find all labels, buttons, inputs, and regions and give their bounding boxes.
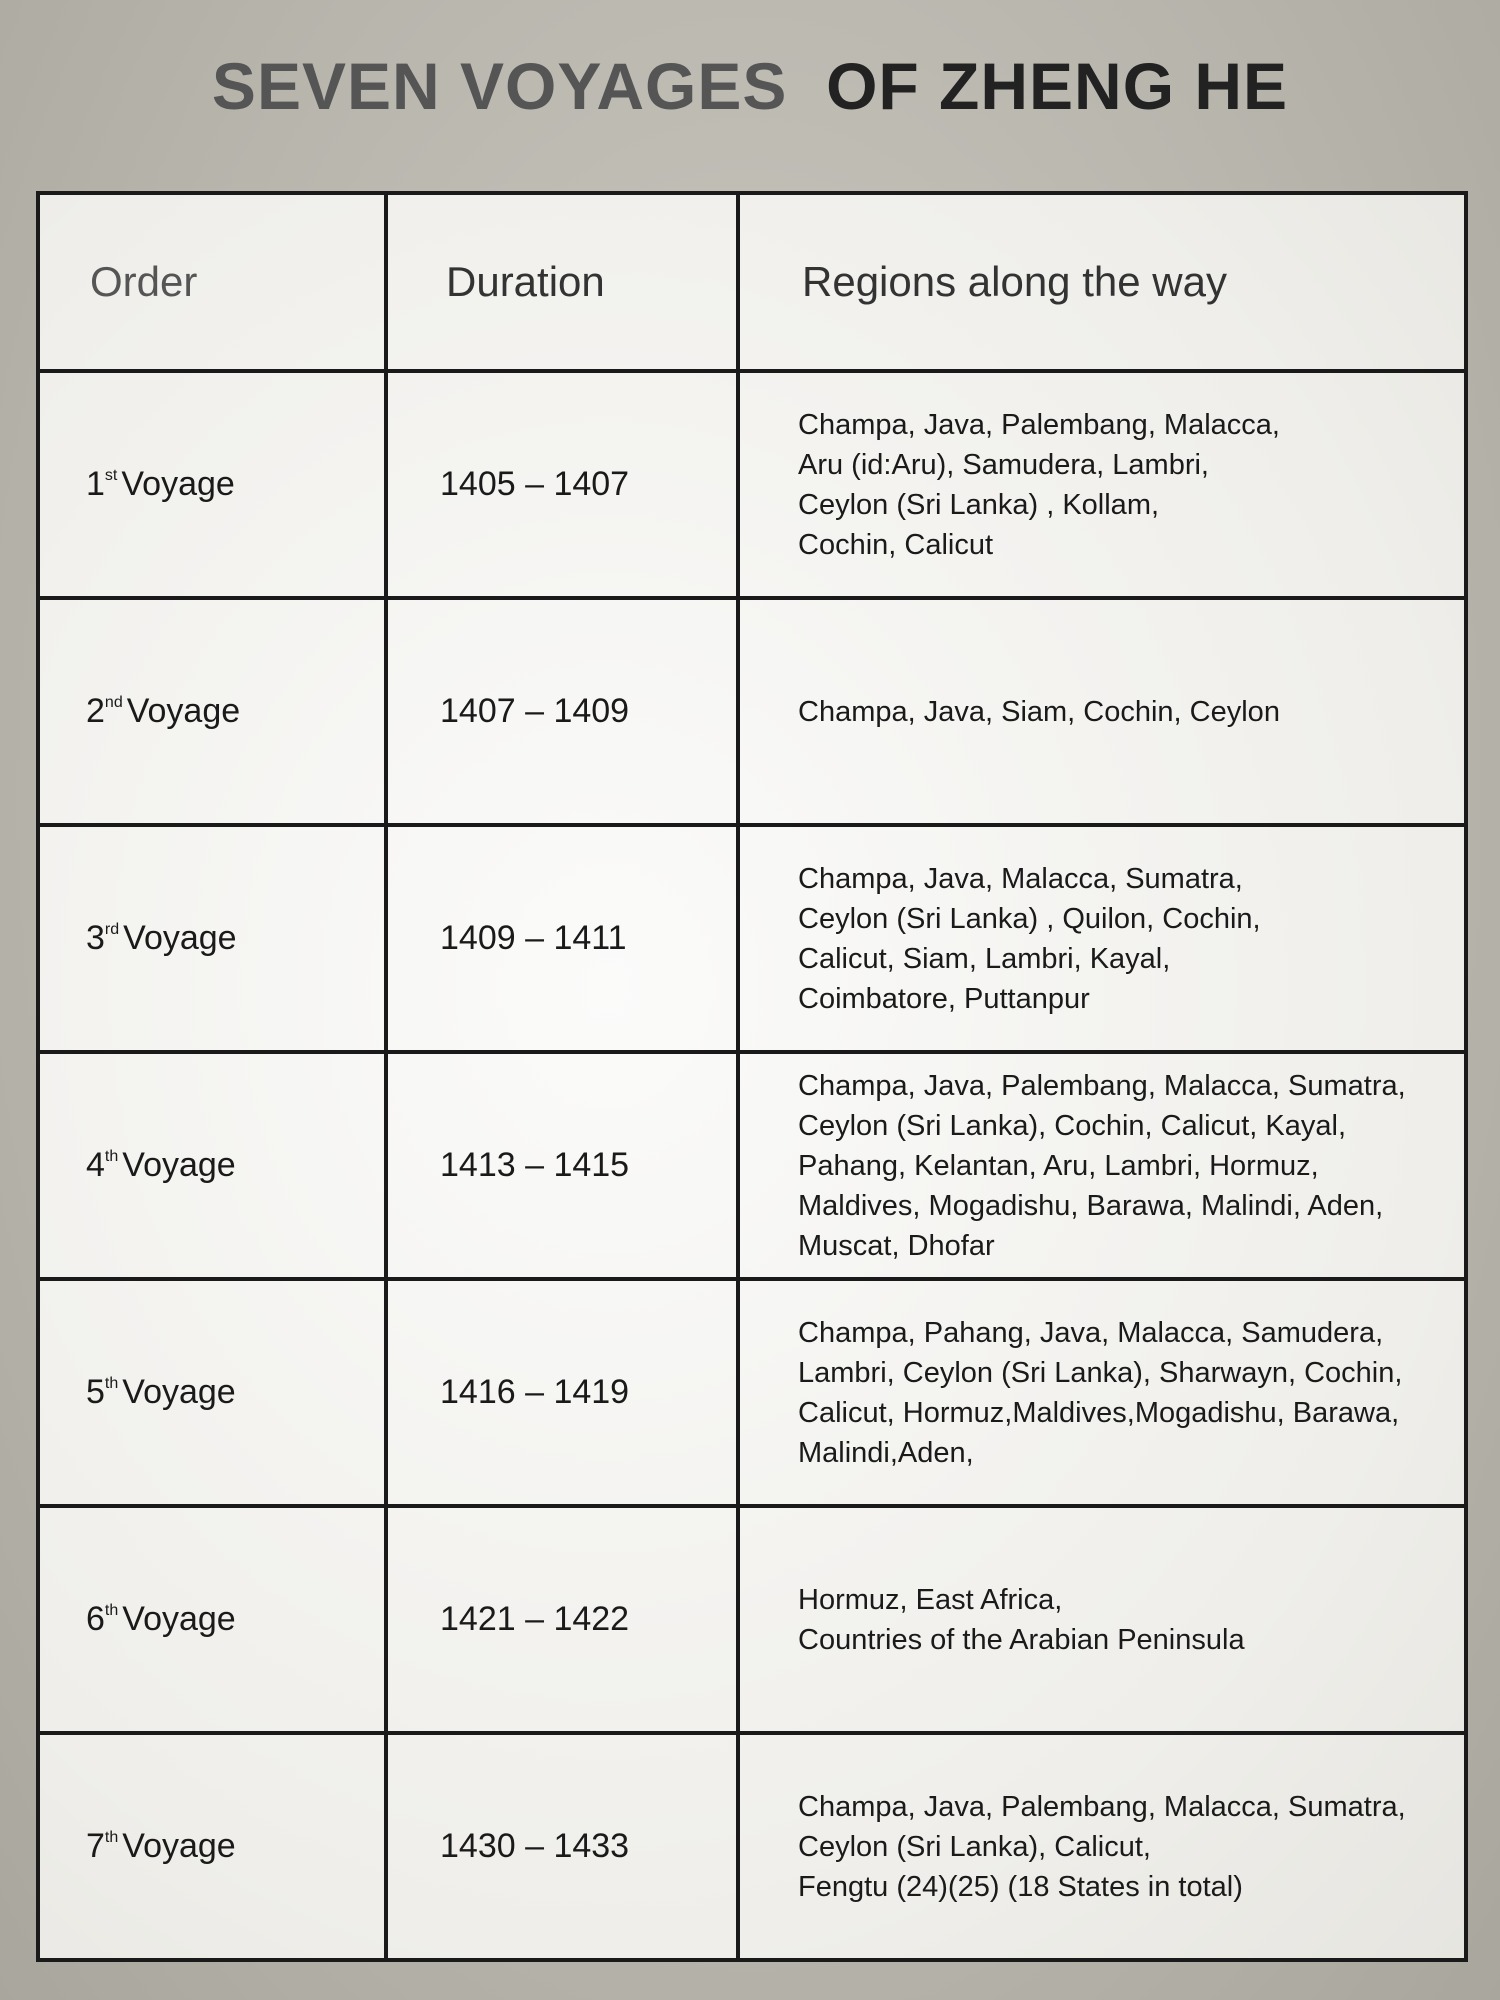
table-row	[38, 1733, 1466, 1960]
voyage-order-cell	[38, 825, 386, 1052]
region-line: Lambri, Ceylon (Sri Lanka), Sharwayn, Cochin,	[798, 1356, 1403, 1389]
region-line: Ceylon (Sri Lanka), Calicut,	[798, 1830, 1151, 1863]
voyage-ordinal-suffix: th	[104, 1602, 119, 1619]
voyage-duration: 1416 – 1419	[386, 1279, 738, 1506]
region-line: Ceylon (Sri Lanka), Cochin, Calicut, Kayal,	[798, 1109, 1347, 1142]
voyage-number: 4	[86, 1146, 105, 1184]
region-line: Coimbatore, Puttanpur	[798, 982, 1090, 1015]
voyage-order-cell	[38, 1052, 386, 1279]
header-regions: Regions along the way	[738, 193, 1466, 371]
voyage-word: Voyage	[126, 692, 241, 730]
region-line: Muscat, Dhofar	[798, 1229, 995, 1262]
voyage-duration: 1409 – 1411	[386, 825, 738, 1052]
region-line: Champa, Pahang, Java, Malacca, Samudera,	[798, 1316, 1384, 1349]
voyage-word: Voyage	[121, 465, 235, 503]
table-row	[38, 1506, 1466, 1733]
region-line: Pahang, Kelantan, Aru, Lambri, Hormuz,	[798, 1149, 1319, 1182]
title-part-2: OF ZHENG HE	[826, 49, 1289, 123]
voyage-duration: 1413 – 1415	[386, 1052, 738, 1279]
voyage-number: 2	[86, 692, 105, 730]
voyage-number: 3	[86, 919, 105, 957]
voyage-ordinal-suffix: st	[104, 467, 118, 484]
voyage-number: 7	[86, 1827, 105, 1865]
voyage-ordinal-suffix: rd	[104, 921, 120, 938]
voyage-word: Voyage	[122, 1600, 236, 1638]
voyage-order-cell	[38, 1733, 386, 1960]
region-line: Hormuz, East Africa,	[798, 1583, 1063, 1616]
voyage-ordinal-suffix: th	[104, 1148, 119, 1165]
voyage-number: 6	[86, 1600, 105, 1638]
voyage-word: Voyage	[123, 919, 237, 957]
table-body	[38, 371, 1466, 1960]
voyage-ordinal-suffix: th	[104, 1375, 119, 1392]
voyage-order-cell	[38, 371, 386, 598]
voyage-regions	[738, 598, 1466, 825]
voyage-order-cell	[38, 598, 386, 825]
region-line: Calicut, Siam, Lambri, Kayal,	[798, 942, 1171, 975]
voyage-regions	[738, 371, 1466, 598]
voyage-regions	[738, 825, 1466, 1052]
header-duration: Duration	[386, 193, 738, 371]
voyage-number: 5	[86, 1373, 105, 1411]
table-row	[38, 1279, 1466, 1506]
region-line: Cochin, Calicut	[798, 528, 994, 561]
voyage-ordinal-suffix: nd	[104, 694, 123, 711]
region-line: Champa, Java, Malacca, Sumatra,	[798, 862, 1243, 895]
region-line: Ceylon (Sri Lanka) , Quilon, Cochin,	[798, 902, 1261, 935]
voyages-table-panel	[36, 191, 1464, 1961]
voyage-regions	[738, 1052, 1466, 1279]
table-header-row	[38, 193, 1466, 371]
voyage-word: Voyage	[122, 1827, 236, 1865]
region-line: Maldives, Mogadishu, Barawa, Malindi, Aden,	[798, 1189, 1384, 1222]
voyage-regions	[738, 1733, 1466, 1960]
voyage-regions	[738, 1279, 1466, 1506]
voyage-number: 1	[86, 465, 105, 503]
voyage-duration: 1430 – 1433	[386, 1733, 738, 1960]
region-line: Aru (id:Aru), Samudera, Lambri,	[798, 448, 1209, 481]
region-line: Malindi,Aden,	[798, 1436, 974, 1469]
voyage-regions	[738, 1506, 1466, 1733]
voyage-word: Voyage	[122, 1146, 236, 1184]
region-line: Countries of the Arabian Peninsula	[798, 1623, 1245, 1656]
region-line: Champa, Java, Palembang, Malacca, Sumatra,	[798, 1069, 1406, 1102]
voyage-order-cell	[38, 1506, 386, 1733]
voyage-word: Voyage	[122, 1373, 236, 1411]
region-line: Champa, Java, Palembang, Malacca,	[798, 408, 1280, 441]
region-line: Fengtu (24)(25) (18 States in total)	[798, 1870, 1243, 1903]
table-row	[38, 1052, 1466, 1279]
page-title	[0, 48, 1500, 124]
table-row	[38, 371, 1466, 598]
region-line: Champa, Java, Palembang, Malacca, Sumatra,	[798, 1790, 1406, 1823]
voyage-order-cell	[38, 1279, 386, 1506]
title-part-1: SEVEN VOYAGES	[211, 49, 788, 123]
header-order: Order	[38, 193, 386, 371]
region-line: Calicut, Hormuz,Maldives,Mogadishu, Barawa,	[798, 1396, 1400, 1429]
voyage-duration: 1405 – 1407	[386, 371, 738, 598]
voyage-duration: 1407 – 1409	[386, 598, 738, 825]
voyage-ordinal-suffix: th	[104, 1829, 119, 1846]
table-row	[38, 598, 1466, 825]
region-line: Ceylon (Sri Lanka) , Kollam,	[798, 488, 1160, 521]
voyages-table	[36, 191, 1468, 1962]
table-row	[38, 825, 1466, 1052]
voyage-duration: 1421 – 1422	[386, 1506, 738, 1733]
region-line: Champa, Java, Siam, Cochin, Ceylon	[798, 695, 1280, 728]
